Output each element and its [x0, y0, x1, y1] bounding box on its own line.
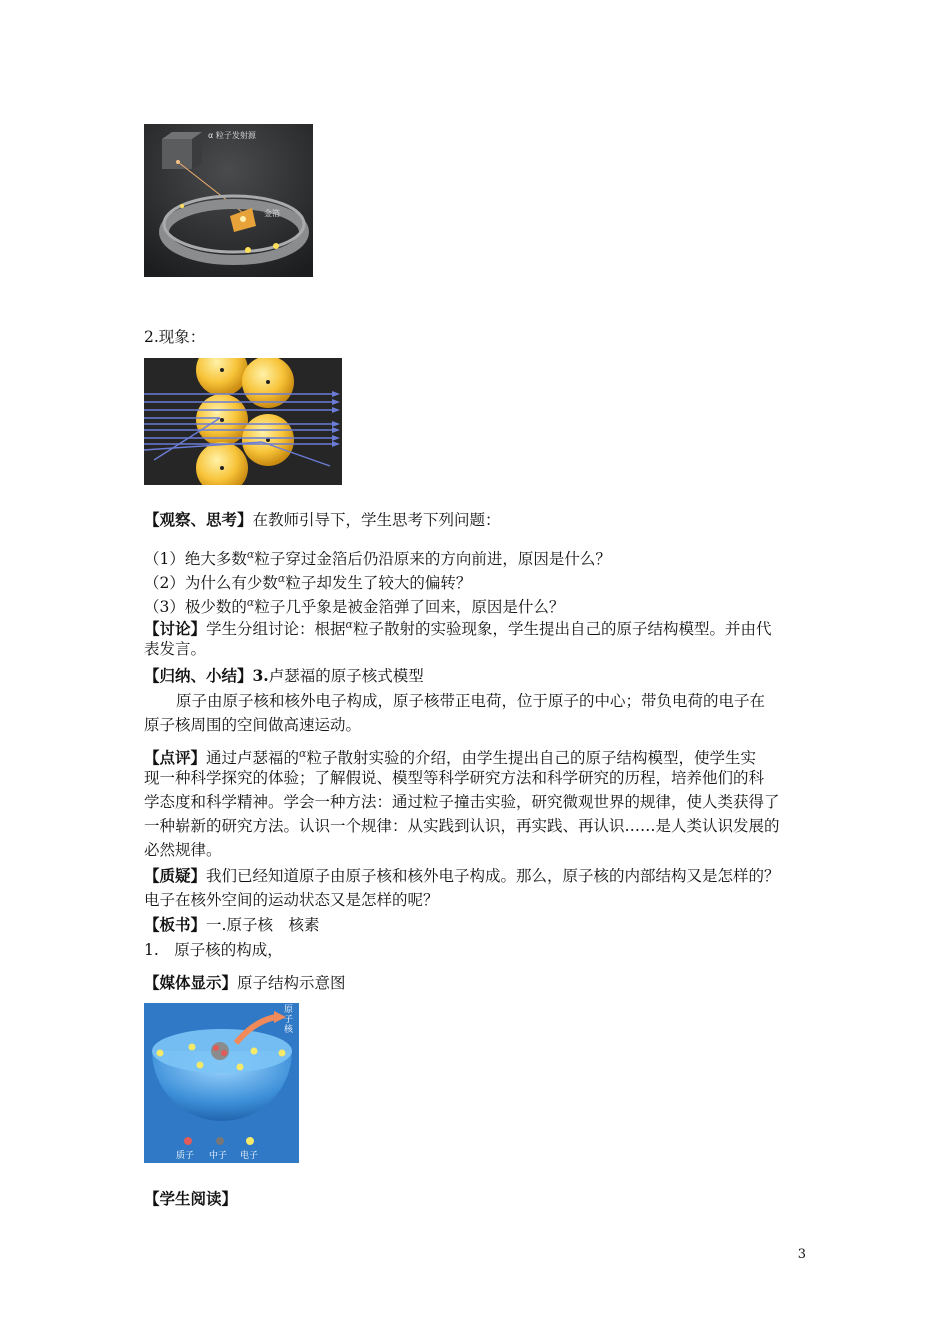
alpha-source-label: α 粒子发射源 [208, 131, 256, 140]
section-heading-phenomenon: 2.现象： [144, 328, 206, 346]
comment-text-pre: 通过卢瑟福的 [206, 749, 300, 768]
nucleus-label: 原子核 [284, 1005, 294, 1035]
page-number: 3 [797, 1247, 806, 1262]
discussion-line-2: 表发言。 [144, 640, 207, 658]
observe-think-paragraph [144, 508, 501, 532]
question-text: 我们已经知道原子由原子核和核外电子构成。那么，原子核的内部结构又是怎样的？ [206, 867, 780, 885]
atom-structure-figure [144, 1003, 299, 1163]
discussion-line-1 [144, 613, 771, 641]
legend-electron: 电子 [240, 1151, 259, 1161]
question-1-post: 粒子穿过金箔后仍沿原来的方向前进，原因是什么？ [254, 550, 611, 569]
summary-title: 卢瑟福的原子核式模型 [268, 667, 424, 685]
legend-neutron: 中子 [209, 1151, 228, 1161]
observe-tag: 【观察、思考】 [144, 510, 253, 529]
discussion-tag: 【讨论】 [144, 619, 207, 639]
board-line [144, 913, 319, 937]
question-tag: 【质疑】 [144, 866, 207, 885]
student-reading-tag: 【学生阅读】 [144, 1189, 238, 1208]
summary-heading [144, 664, 424, 688]
question-3-post: 粒子几乎象是被金箔弹了回来，原因是什么？ [254, 598, 565, 617]
question-3-pre: （3）极少数的 [144, 598, 247, 617]
media-tag: 【媒体显示】 [144, 973, 238, 992]
alpha-symbol: α [345, 618, 353, 631]
summary-line-2: 原子核周围的空间做高速运动。 [144, 716, 362, 734]
summary-tag: 【归纳、小结】 [144, 666, 253, 685]
board-text: 一.原子核 核素 [206, 916, 320, 934]
summary-number: 3. [252, 666, 269, 685]
gold-atoms-figure [144, 358, 342, 485]
question-line-2: 电子在核外空间的运动状态又是怎样的呢？ [144, 891, 439, 909]
scattering-apparatus-figure [144, 124, 313, 277]
alpha-symbol: α [246, 596, 255, 609]
discussion-text-post: 粒子散射的实验现象，学生提出自己的原子结构模型。并由代 [352, 620, 772, 639]
comment-line-3: 学态度和科学精神。学会一种方法：通过粒子撞击实验，研究微观世界的规律，使人类获得了 [144, 793, 780, 811]
legend-proton: 质子 [176, 1151, 195, 1161]
question-line-1 [144, 864, 780, 888]
board-item-1: 1. 原子核的构成， [144, 941, 283, 959]
comment-tag: 【点评】 [144, 748, 207, 768]
observe-text: 在教师引导下，学生思考下列问题： [252, 511, 501, 529]
discussion-text-pre: 学生分组讨论：根据 [206, 620, 346, 639]
gold-foil-label: 金箔 [264, 209, 280, 218]
scattering-apparatus-drawing [144, 124, 313, 277]
atom-structure-drawing [144, 1003, 299, 1163]
question-2-pre: （2）为什么有少数 [144, 574, 278, 593]
comment-line-4: 一种崭新的研究方法。认识一个规律：从实践到认识，再实践、再认识……是人类认识发展的 [144, 817, 780, 835]
gold-atoms-drawing [144, 358, 342, 485]
comment-line-5: 必然规律。 [144, 841, 222, 859]
comment-line-2: 现一种科学探究的体验；了解假说、模型等科学研究方法和科学研究的历程，培养他们的科 [144, 769, 765, 787]
comment-text-post: 粒子散射实验的介绍，由学生提出自己的原子结构模型，使学生实 [306, 749, 756, 768]
alpha-symbol: α [299, 747, 307, 760]
alpha-symbol: α [277, 572, 286, 585]
media-text: 原子结构示意图 [237, 974, 346, 992]
board-tag: 【板书】 [144, 915, 207, 934]
question-2-post: 粒子却发生了较大的偏转？ [285, 574, 472, 593]
alpha-symbol: α [246, 548, 255, 561]
summary-line-1: 原子由原子核和核外电子构成，原子核带正电荷，位于原子的中心；带负电荷的电子在 [176, 692, 766, 710]
media-line [144, 971, 346, 995]
question-1-pre: （1）绝大多数 [144, 550, 247, 569]
